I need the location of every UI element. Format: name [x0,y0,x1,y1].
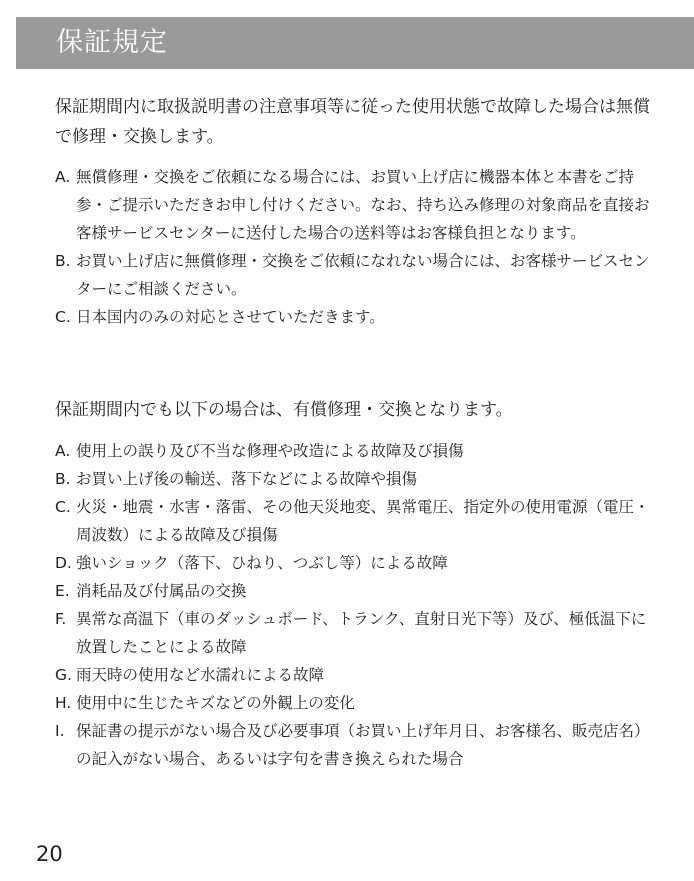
list-item [55,163,655,247]
free-repair-conditions-list [55,163,655,331]
list-item [55,689,655,717]
list-item [55,247,655,303]
list-item-marker: B. [55,470,71,488]
paid-repair-cases-list [55,437,655,773]
list-item-marker: B. [55,252,71,270]
list-item [55,465,655,493]
list-item [55,661,655,689]
list-item-marker: A. [55,168,71,186]
list-item-text: 無償修理・交換をご依頼になる場合には、お買い上げ店に機器本体と本書をご持参・ご提示いただきお申し付けください。なお、持ち込み修理の対象商品を直接お客様サービスセンターに送付した場合の送料等はお客様負担となります。 [76,168,650,242]
list-item [55,549,655,577]
list-item-text: 保証書の提示がない場合及び必要事項（お買い上げ年月日、お客様名、販売店名）の記入がない場合、あるいは字句を書き換えられた場合 [76,722,650,768]
list-item-text: お買い上げ店に無償修理・交換をご依頼になれない場合には、お客様サービスセンターにご相談ください。 [76,252,650,298]
list-item-marker: E. [55,582,70,600]
list-item-text: 日本国内のみの対応とさせていただきます。 [76,308,385,326]
list-item-text: 異常な高温下（車のダッシュボード、トランク、直射日光下等）及び、極低温下に放置したことによる故障 [76,610,647,656]
paid-repair-intro: 保証期間内でも以下の場合は、有償修理・交換となります。 [55,400,513,420]
list-item-marker: D. [55,554,72,572]
list-item [55,577,655,605]
page-number: 20 [36,842,63,866]
list-item-text: 強いショック（落下、ひねり、つぶし等）による故障 [76,554,448,572]
list-item-marker: I. [55,722,65,740]
list-item [55,605,655,661]
list-item-text: 火災・地震・水害・落雷、その他天災地変、異常電圧、指定外の使用電源（電圧・周波数）による故障及び損傷 [76,498,650,544]
list-item-text: 消耗品及び付属品の交換 [76,582,247,600]
free-repair-intro: 保証期間内に取扱説明書の注意事項等に従った使用状態で故障した場合は無償で修理・交換します。 [55,97,650,147]
list-item-marker: A. [55,442,71,460]
list-item-marker: C. [55,498,71,516]
list-item [55,303,655,331]
list-item [55,493,655,549]
list-item-marker: C. [55,308,71,326]
list-item [55,437,655,465]
section-header-bar [16,17,694,69]
list-item-text: 雨天時の使用など水濡れによる故障 [76,666,325,684]
list-item-text: 使用上の誤り及び不当な修理や改造による故障及び損傷 [76,442,464,460]
page-title: 保証規定 [56,27,168,58]
list-item-text: 使用中に生じたキズなどの外観上の変化 [76,694,355,712]
list-item-marker: F. [55,610,67,628]
list-item-text: お買い上げ後の輸送、落下などによる故障や損傷 [76,470,418,488]
list-item [55,717,655,773]
list-item-marker: G. [55,666,72,684]
list-item-marker: H. [55,694,72,712]
